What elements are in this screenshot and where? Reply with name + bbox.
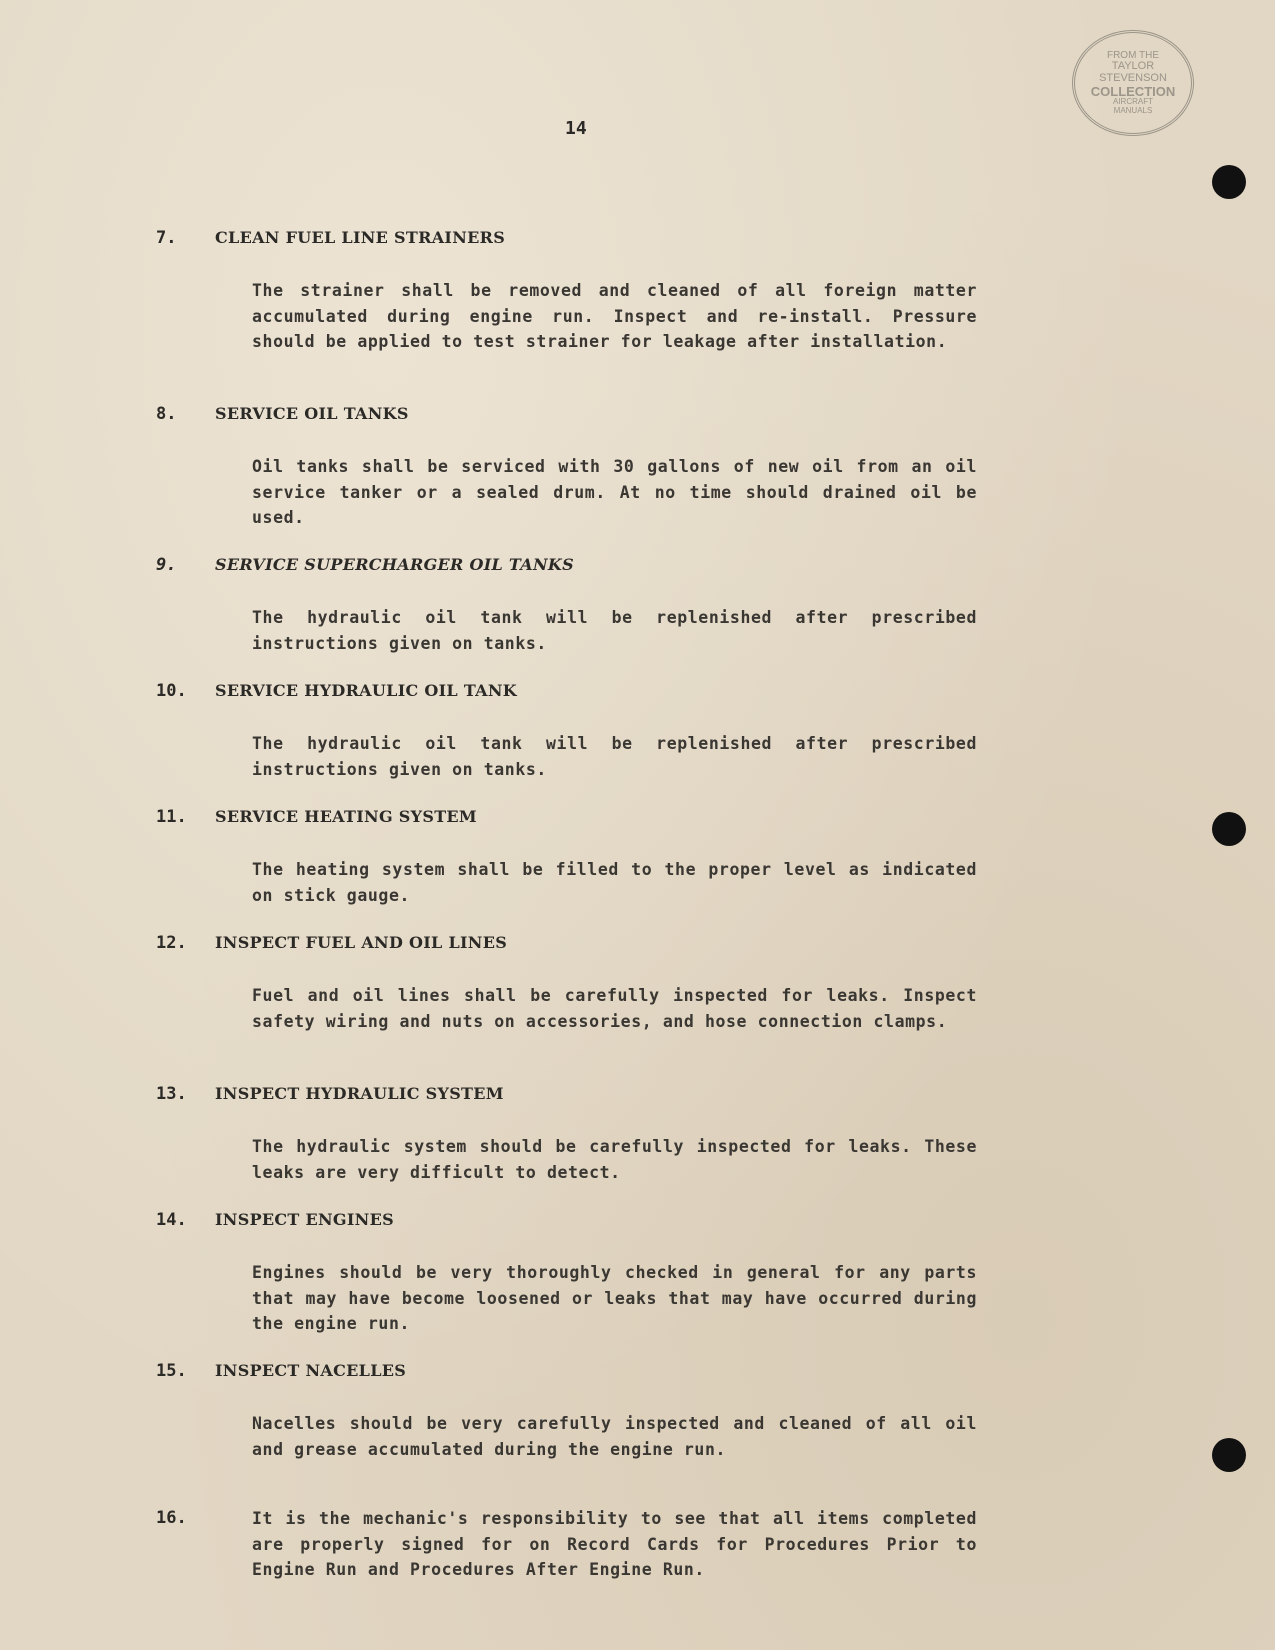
binder-hole [1212, 1438, 1246, 1472]
stamp-line: AIRCRAFT [1113, 97, 1153, 107]
section-number: 7. [156, 228, 177, 248]
collection-stamp [1072, 30, 1194, 136]
section-title: INSPECT FUEL AND OIL LINES [215, 933, 508, 952]
stamp-line: COLLECTION [1090, 83, 1176, 99]
section-body: The hydraulic system should be carefully inspected for leaks. These leaks are very difficult to detect. [252, 1137, 977, 1182]
section-body: Oil tanks shall be serviced with 30 gallons of new oil from an oil service tanker or a sealed drum. At no time should drained oil be used. [252, 457, 977, 527]
stamp-line: MANUALS [1113, 105, 1153, 115]
section-title: SERVICE SUPERCHARGER OIL TANKS [215, 555, 574, 574]
section-title: INSPECT NACELLES [215, 1361, 407, 1380]
section-title: INSPECT HYDRAULIC SYSTEM [215, 1084, 504, 1103]
section-title: CLEAN FUEL LINE STRAINERS [215, 228, 506, 247]
section-body: The strainer shall be removed and cleaned of all foreign matter accumulated during engine run. Inspect and re-install. Pressure should be applied to test strainer for leakage after installation. [252, 281, 977, 351]
section-number: 8. [156, 404, 177, 424]
section-body: The hydraulic oil tank will be replenished after prescribed instructions given on tanks. [252, 734, 977, 779]
section-body: Fuel and oil lines shall be carefully inspected for leaks. Inspect safety wiring and nuts on accessories, and hose connection clamps. [252, 986, 977, 1031]
page-number: 14 [565, 118, 587, 139]
section-number: 15. [156, 1361, 187, 1381]
section-number: 16. [156, 1508, 187, 1528]
section-number: 12. [156, 933, 187, 953]
stamp-line: FROM THE [1106, 49, 1160, 61]
section-body: The heating system shall be filled to the proper level as indicated on stick gauge. [252, 860, 977, 905]
binder-hole [1212, 165, 1246, 199]
stamp-line: STEVENSON [1099, 72, 1167, 85]
section-body: Nacelles should be very carefully inspected and cleaned of all oil and grease accumulated during the engine run. [252, 1414, 977, 1459]
section-title: SERVICE OIL TANKS [215, 404, 409, 423]
section-number: 13. [156, 1084, 187, 1104]
section-title: SERVICE HYDRAULIC OIL TANK [215, 681, 518, 700]
binder-hole [1212, 812, 1246, 846]
section-title: SERVICE HEATING SYSTEM [215, 807, 477, 826]
section-body: The hydraulic oil tank will be replenished after prescribed instructions given on tanks. [252, 608, 977, 653]
section-body: Engines should be very thoroughly checked in general for any parts that may have become loosened or leaks that may have occurred during the engine run. [252, 1263, 977, 1333]
stamp-line: TAYLOR [1111, 60, 1155, 73]
section-number: 14. [156, 1210, 187, 1230]
section-number: 9. [156, 555, 177, 575]
section-title: INSPECT ENGINES [215, 1210, 394, 1229]
section-body: It is the mechanic's responsibility to see that all items completed are properly signed for on Record Cards for Procedures Prior to Engine Run and Procedures After Engine Run. [252, 1509, 977, 1579]
section-number: 11. [156, 807, 187, 827]
section-number: 10. [156, 681, 187, 701]
